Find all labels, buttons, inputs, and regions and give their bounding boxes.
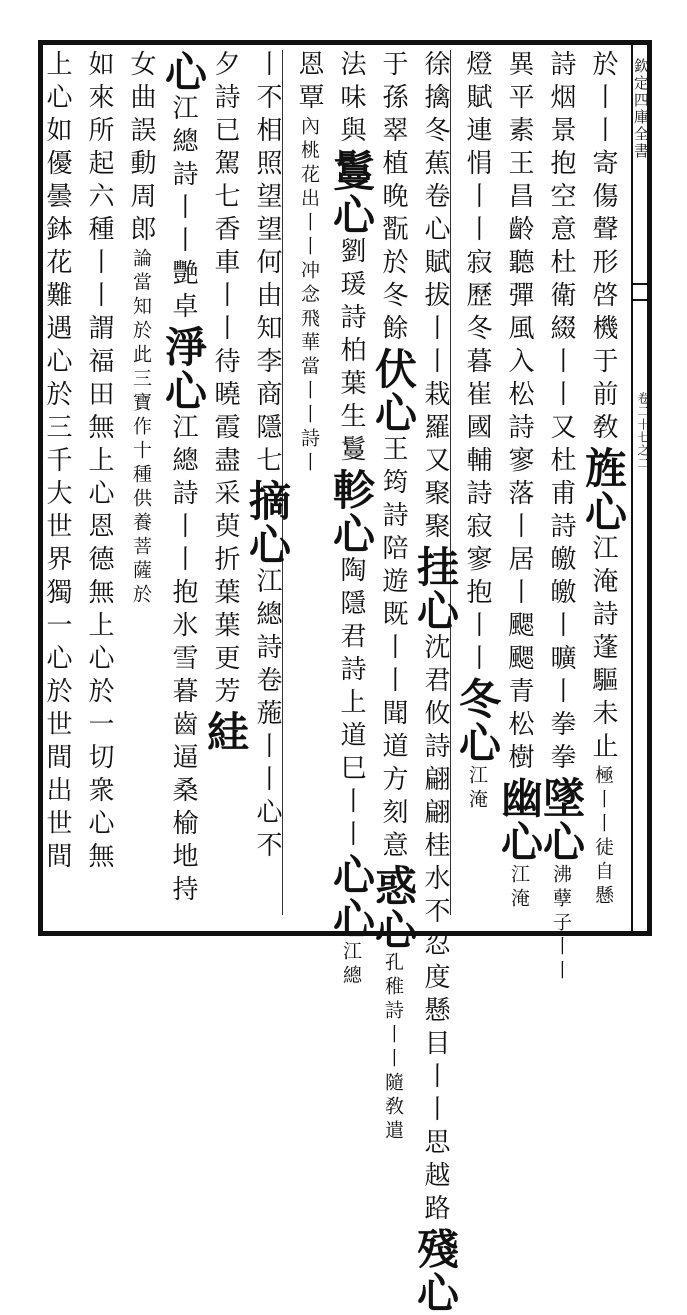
annotation: 江總 <box>340 941 362 989</box>
text-segment: 劉瑗詩柏葉生鬘 <box>336 237 366 468</box>
headword: 幽心 <box>495 776 544 864</box>
text-segment: 于孫翠植晚翫於冬餘 <box>378 50 408 347</box>
annotation: 冲念飛華當丨丨詩丨 <box>298 260 320 476</box>
headword: 摘心 <box>243 479 292 567</box>
margin-rule <box>631 40 633 936</box>
headword: 伏心 <box>369 347 418 435</box>
annotation: 沸孽子丨丨 <box>550 864 572 984</box>
headword: 鬘心 <box>327 149 376 237</box>
text-segment: 王筠詩陪遊既丨丨聞道方刻意 <box>378 435 408 864</box>
headword: 殘心 <box>411 1227 460 1315</box>
headword: 墜心 <box>537 776 586 864</box>
chapter-label: 卷二十七之二 <box>636 392 650 470</box>
annotation: 極丨丨徒自懸 <box>592 765 614 909</box>
text-segment: 江總詩丨丨艷卓 <box>168 94 198 325</box>
headword: 惑心 <box>369 864 418 952</box>
book-title: 欽定四庫全書 <box>632 58 650 160</box>
annotation: 江淹 <box>508 864 530 912</box>
text-segment: 沈君攸詩翩翩桂水不忍度懸目丨丨思越路 <box>420 633 450 1227</box>
fish-tail-mark <box>633 283 652 301</box>
text-segment: 江淹詩蓬驅未止 <box>588 534 618 765</box>
headword: 絓 <box>201 710 250 754</box>
text-segment: 陶隱君詩上道巳丨丨 <box>336 556 366 853</box>
annotation: 論當知於此三寶作十種供養菩薩於 <box>130 248 152 608</box>
text-segment: 夕詩已駕七香車丨丨待曉霞盡采萸折葉葉更芳 <box>210 50 240 710</box>
text-column <box>32 50 82 920</box>
text-segment: 燈賦連悁丨丨寂歷冬暮崔國輔詩寂寥抱丨丨 <box>462 50 492 677</box>
text-segment: 女曲誤動周郎 <box>126 50 156 248</box>
text-segment: 江總詩卷葹丨丨心不 <box>252 567 282 864</box>
headword: 心 <box>159 50 208 94</box>
headword: 軫心 <box>327 468 376 556</box>
text-segment: 異平素王昌齡聽彈風入松詩寥落丨居丨颸颸青松樹 <box>504 50 534 776</box>
headword: 冬心 <box>453 677 502 765</box>
headword: 旌心 <box>579 446 628 534</box>
text-segment: 詩烟景抱空意杜衛綴丨丨又杜甫詩皦皦丨曠丨拳拳 <box>546 50 576 776</box>
annotation: 內桃花出丨丨 <box>298 116 320 260</box>
text-segment: 於丨丨寄傷聲形啓機于前敎 <box>588 50 618 446</box>
text-segment: 徐擒冬蕉卷心賦拔丨丨栽羅又聚聚 <box>420 50 450 545</box>
headword: 挂心 <box>411 545 460 633</box>
text-segment: 如來所起六種丨丨謂福田無上心恩德無上心於一切衆心無 <box>84 50 114 875</box>
text-segment: 恩覃 <box>294 50 324 116</box>
text-segment: 江總詩丨丨抱氷雪暮齒逼桑榆地持 <box>168 413 198 908</box>
text-segment: 上心如優曇鉢花難遇心於三千大世界獨一心於世間出世間 <box>42 50 72 875</box>
text-segment: 丨不相照望望何由知李商隱七 <box>252 50 282 479</box>
annotation: 江淹 <box>466 765 488 813</box>
headword: 淨心 <box>159 325 208 413</box>
text-segment: 法味與 <box>336 50 366 149</box>
annotation: 孔稚詩丨丨隨敎遣 <box>382 952 404 1144</box>
headword: 心心 <box>327 853 376 941</box>
